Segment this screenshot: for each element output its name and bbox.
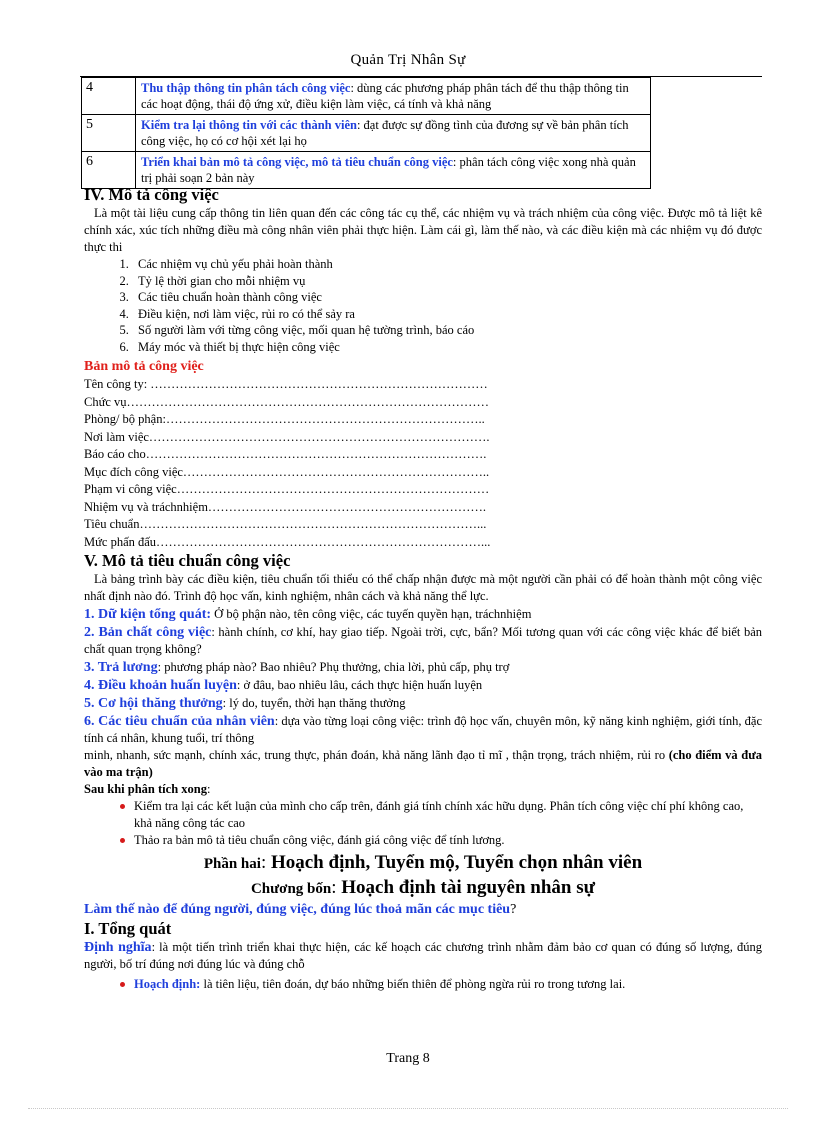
footer-divider — [28, 1108, 788, 1109]
item-text: : ở đâu, bao nhiêu lâu, cách thực hiện huấn luyện — [236, 678, 483, 692]
item-title: 1. Dữ kiện tổng quát: — [84, 607, 212, 622]
item-title: 5. Cơ hội thăng thưởng — [84, 696, 223, 711]
page-number: Trang 8 — [386, 1051, 430, 1066]
form-field: Nơi làm việc………………………………………………………………………. — [84, 429, 490, 444]
item-text: : dựa vào từng loại công việc: trình độ học vấn, chuyên môn, kỹ năng kinh nghiệm, giới tính, đặc tính cá nhân, khung tuổi, trí thông — [84, 714, 762, 745]
form-title: Bản mô tả công việc — [84, 359, 204, 374]
form-field: Nhiệm vụ và tráchnhiệm…………………………………………………………. — [84, 499, 487, 514]
main-content — [84, 185, 762, 993]
step-text: : phân tách công việc xong nhà quản trị phải soạn 2 bản này — [141, 155, 636, 185]
form-field: Mức phấn đấu……………………………………………………………………... — [84, 534, 491, 549]
form-field: Tiêu chuẩn………………………………………………………………………... — [84, 517, 487, 531]
steps-table — [81, 77, 651, 189]
table-row — [82, 152, 651, 189]
item-title: 4. Điều khoản huấn luyện — [84, 678, 237, 693]
list-item: 2. Tỷ lệ thời gian cho mỗi nhiệm vụ — [132, 273, 762, 290]
step-description — [136, 115, 651, 152]
item-text: : lý do, tuyển, thời hạn thăng thưởng — [222, 696, 406, 710]
planning-label: Hoạch định: — [134, 977, 201, 991]
list-item: 3. Các tiêu chuẩn hoàn thành công việc — [132, 289, 762, 306]
item-title: 2. Bản chất công việc — [84, 625, 212, 640]
standard-item — [84, 606, 762, 623]
step-text: : đạt được sự đồng tình của đương sự về bản phân tích công việc, họ có cơ hội xét lại họ — [141, 118, 629, 148]
form-field: Tên công ty: ……………………………………………………………………… — [84, 377, 488, 391]
step-description — [136, 78, 651, 115]
section-heading: IV. Mô tả công việc — [84, 185, 219, 204]
definition-paragraph: Định nghĩa: là một tiến trình triển khai thực hiện, các kế hoạch các chương trình nhằm đảm bảo cơ quan có đúng số lượng, đúng người, bố trí đúng nơi đúng lúc và đúng chỗ — [84, 940, 762, 971]
after-analysis-list — [84, 798, 762, 849]
standard-item — [84, 695, 762, 712]
item-text: : phương pháp nào? Bao nhiêu? Phụ thưởng, chia lời, phủ cấp, phụ trợ — [157, 660, 510, 674]
step-title: Kiểm tra lại thông tin với các thành viên — [141, 118, 357, 132]
part-title: Phần hai: Hoạch định, Tuyển mộ, Tuyển chọn nhân viên — [203, 852, 643, 873]
list-item: Thảo ra bản mô tả tiêu chuẩn công việc, đánh giá công việc để tính lương. — [120, 832, 762, 849]
standard-item — [84, 677, 762, 694]
step-text: : dùng các phương pháp phân tách để thu thập thông tin các hoạt động, thái độ ứng xử, điều kiện làm việc, cá tính và khả năng — [141, 81, 629, 111]
list-item: 5. Số người làm với từng công việc, mối quan hệ tường trình, báo cáo — [132, 322, 762, 339]
list-item: 1. Các nhiệm vụ chủ yếu phải hoàn thành — [132, 256, 762, 273]
continuation-text: minh, nhanh, sức mạnh, chính xác, trung thực, phán đoán, khả năng lãnh đạo tỉ mĩ , thận trọng, trách nhiệm, rủi ro (cho điểm và đưa vào ma trận) — [84, 748, 762, 779]
form-field: Phạm vi công việc………………………………………………………………… — [84, 482, 490, 496]
step-description — [136, 152, 651, 189]
after-analysis-label: Sau khi phân tích xong: — [84, 782, 211, 796]
step-title: Triển khai bản mô tả công việc, mô tả tiêu chuẩn công việc — [141, 155, 453, 169]
table-row — [82, 115, 651, 152]
form-field: Báo cáo cho………………………………………………………………………. — [84, 447, 487, 461]
list-item: Kiểm tra lại các kết luận của mình cho cấp trên, đánh giá tính chính xác hữu dụng. Phân tích công việc chí phí không cao, khả năng công tác cao — [120, 798, 762, 832]
chapter-question: Làm thế nào để đúng người, đúng việc, đúng lúc thoả mãn các mục tiêu? — [84, 902, 517, 917]
item-text: Ở bộ phận nào, tên công việc, các tuyến quyền hạn, tráchnhiệm — [211, 607, 532, 621]
item-text: : hành chính, cơ khí, hay giao tiếp. Ngoài trời, cực, bẩn? Mối tương quan với các công việc khác để biết bản chất quan trọng không? — [84, 625, 763, 656]
form-field: Phòng/ bộ phận:………………………………………………………………….. — [84, 412, 485, 426]
step-number: 5 — [82, 115, 136, 152]
matrix-note: (cho điểm và đưa vào ma trận) — [84, 748, 762, 779]
item-title: 3. Trả lương — [84, 660, 158, 675]
list-item: 4. Điều kiện, nơi làm việc, rủi ro có thể sảy ra — [132, 306, 762, 323]
section-intro: Là bảng trình bày các điều kiện, tiêu chuẩn tối thiểu có thể chấp nhận được mà một người cần phải có để hoàn thành một công việc nhất định nào đó. Trình độ học vấn, kinh nghiệm, nhân cách và khả năng thể lực. — [84, 572, 762, 603]
standard-item — [84, 624, 762, 658]
page-header-title: Quản Trị Nhân Sự — [350, 52, 466, 68]
step-title: Thu thập thông tin phân tách công việc — [141, 81, 351, 95]
definition-label: Định nghĩa — [84, 940, 152, 955]
planning-list — [84, 976, 762, 993]
chapter-title: Chương bốn: Hoạch định tài nguyên nhân sự — [250, 877, 596, 898]
list-item: 6. Máy móc và thiết bị thực hiện công việc — [132, 339, 762, 356]
step-number: 4 — [82, 78, 136, 115]
standard-item — [84, 659, 762, 676]
standard-item — [84, 713, 762, 747]
step-number: 6 — [82, 152, 136, 189]
table-row — [82, 78, 651, 115]
job-description-form — [84, 376, 762, 551]
section-heading: V. Mô tả tiêu chuẩn công việc — [84, 551, 291, 570]
form-field: Mục đích công việc……………………………………………………………….. — [84, 464, 490, 479]
list-item: Hoạch định: là tiên liệu, tiên đoán, dự báo những biến thiên để phòng ngừa rủi ro trong tương lai. — [120, 976, 762, 993]
section-heading: I. Tổng quát — [84, 919, 172, 938]
duty-list — [84, 256, 762, 355]
form-field: Chức vụ…………………………………………………………………………… — [84, 394, 490, 409]
item-title: 6. Các tiêu chuẩn của nhân viên — [84, 714, 275, 729]
section-intro: Là một tài liệu cung cấp thông tin liên quan đến các công tác cụ thể, các nhiệm vụ và trách nhiệm của công việc. Được mô tả liệt kê chính xác, xúc tích những điều mà công nhân viên phải thực hiện. Làm cái gì, làm thế nào, và các điều kiện mà các nhiệm vụ đó được thực thi — [84, 206, 762, 254]
